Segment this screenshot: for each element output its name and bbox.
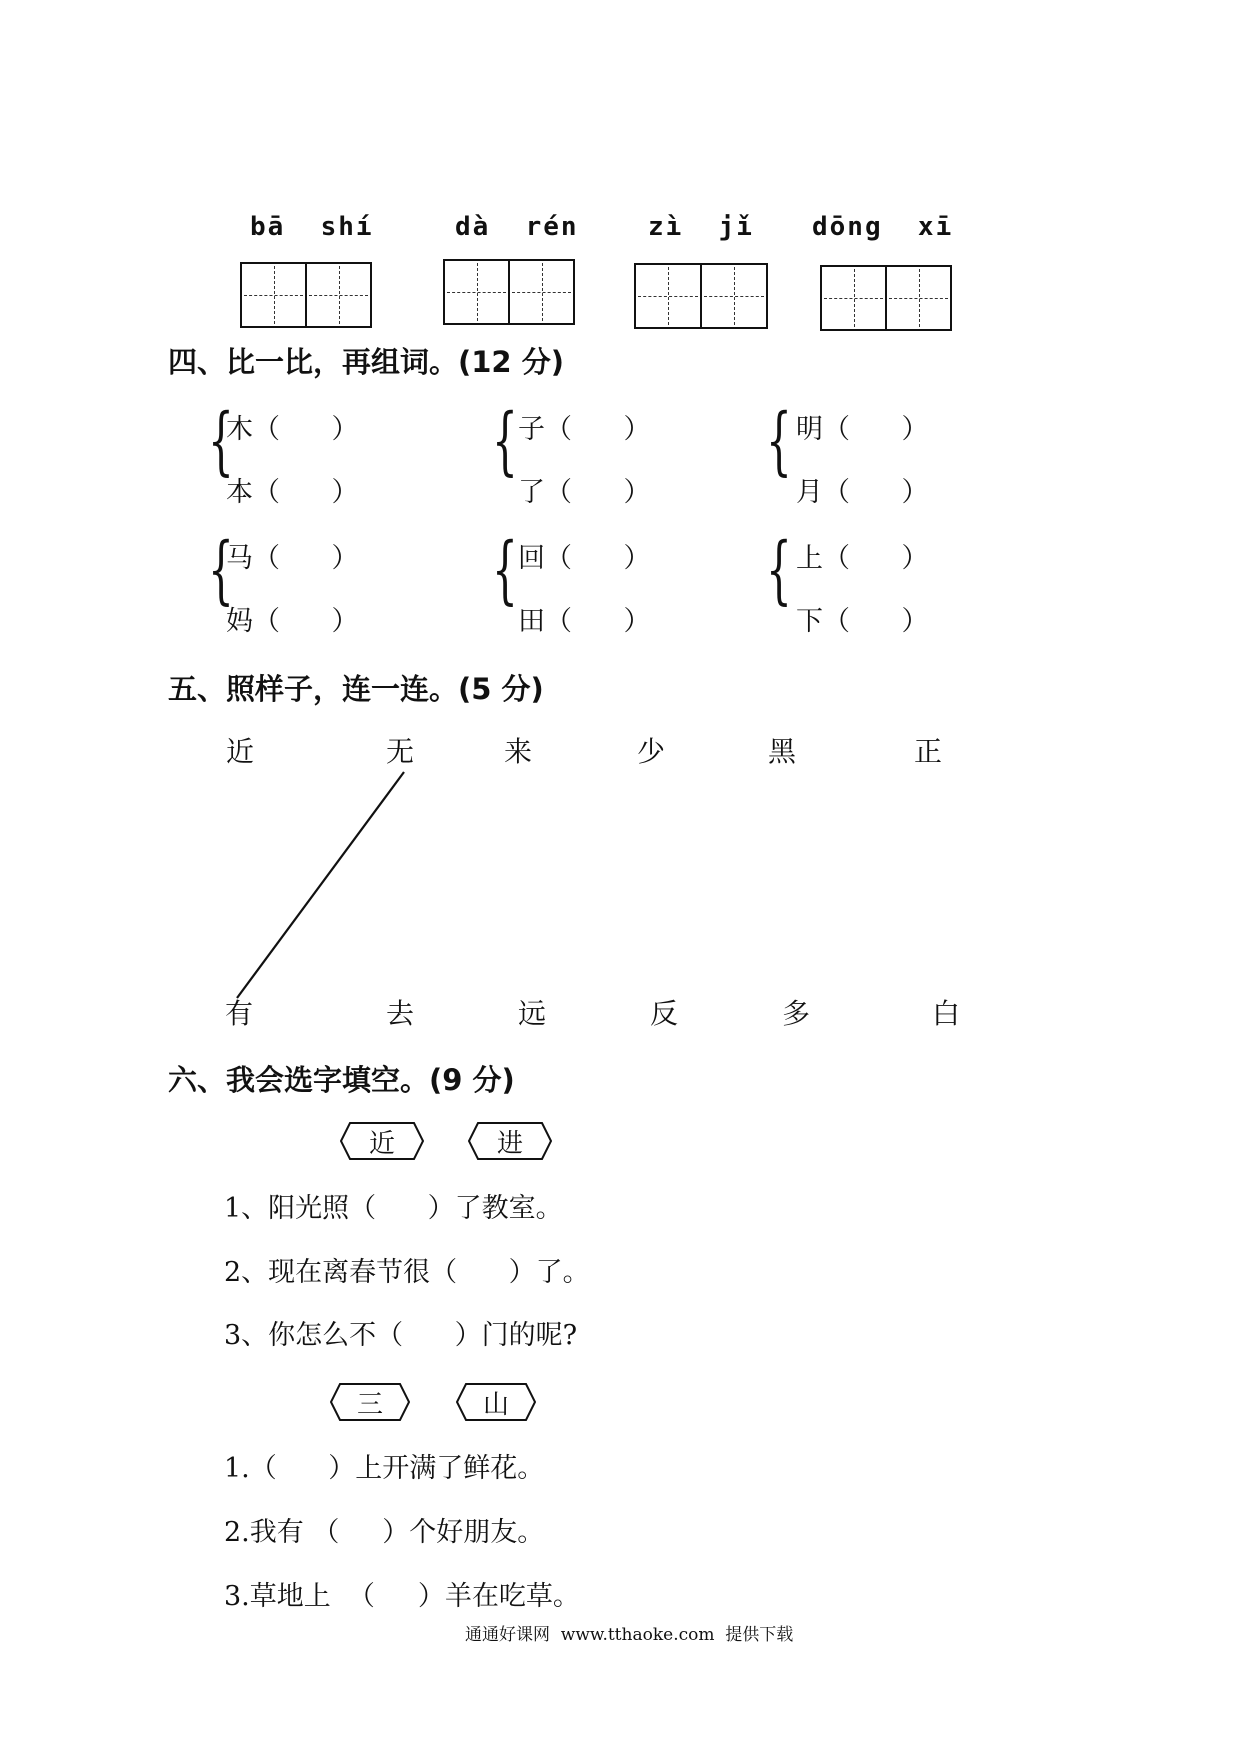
fill-sentence-2-3[interactable]: 3.草地上 （ ）羊在吃草。: [224, 1581, 580, 1612]
pinyin-4: dōng xī: [812, 212, 954, 242]
option-tile-3: 三: [330, 1383, 410, 1421]
match-top-word-4[interactable]: 少: [637, 735, 666, 768]
brace-2: {: [492, 398, 518, 484]
compare-1-top[interactable]: 木（ ）: [226, 414, 359, 445]
compare-6-top[interactable]: 上（ ）: [796, 543, 929, 574]
match-top-word-3[interactable]: 来: [504, 735, 533, 768]
pinyin-3: zì jǐ: [648, 212, 754, 242]
fill-sentence-2-2[interactable]: 2.我有 （ ）个好朋友。: [224, 1517, 545, 1548]
section-4-title: 四、比一比，再组词。(12 分): [168, 345, 564, 379]
match-bottom-word-3[interactable]: 远: [518, 997, 547, 1030]
match-top-word-6[interactable]: 正: [914, 735, 943, 768]
compare-6-bottom[interactable]: 下（ ）: [796, 606, 929, 637]
option-tile-2: 进: [468, 1122, 552, 1160]
compare-1-bottom[interactable]: 本（ ）: [226, 477, 359, 508]
compare-5-top[interactable]: 回（ ）: [518, 543, 651, 574]
compare-4-bottom[interactable]: 妈（ ）: [226, 606, 359, 637]
compare-4-top[interactable]: 马（ ）: [226, 543, 359, 574]
compare-2-top[interactable]: 子（ ）: [518, 414, 651, 445]
match-bottom-word-6[interactable]: 白: [932, 997, 961, 1030]
compare-3-top[interactable]: 明（ ）: [796, 414, 929, 445]
brace-4: {: [208, 527, 234, 613]
match-bottom-word-5[interactable]: 多: [782, 997, 811, 1030]
match-top-word-2[interactable]: 无: [386, 735, 415, 768]
option-tile-4: 山: [456, 1383, 536, 1421]
footer-source: 通通好课网 www.tthaoke.com 提供下载: [465, 1625, 794, 1645]
brace-6: {: [766, 527, 792, 613]
compare-5-bottom[interactable]: 田（ ）: [518, 606, 651, 637]
match-bottom-word-4[interactable]: 反: [650, 997, 679, 1030]
match-top-word-5[interactable]: 黑: [768, 735, 797, 768]
brace-3: {: [766, 398, 792, 484]
match-bottom-word-1[interactable]: 有: [225, 997, 254, 1030]
section-6-title: 六、我会选字填空。(9 分): [168, 1063, 515, 1097]
section-5-title: 五、照样子，连一连。(5 分): [168, 672, 544, 706]
fill-sentence-2-1[interactable]: 1.（ ）上开满了鲜花。: [224, 1453, 545, 1484]
fill-sentence-1-1[interactable]: 1、阳光照（ ）了教室。: [224, 1193, 563, 1224]
compare-2-bottom[interactable]: 了（ ）: [518, 477, 651, 508]
pinyin-1: bā shí: [250, 212, 374, 242]
brace-5: {: [492, 527, 518, 613]
option-tile-1: 近: [340, 1122, 424, 1160]
match-bottom-word-2[interactable]: 去: [386, 997, 415, 1030]
brace-1: {: [208, 398, 234, 484]
match-top-word-1[interactable]: 近: [226, 735, 255, 768]
compare-3-bottom[interactable]: 月（ ）: [796, 477, 929, 508]
pinyin-2: dà rén: [455, 212, 579, 242]
fill-sentence-1-2[interactable]: 2、现在离春节很（ ）了。: [224, 1257, 590, 1288]
fill-sentence-1-3[interactable]: 3、你怎么不（ ）门的呢?: [224, 1320, 578, 1351]
